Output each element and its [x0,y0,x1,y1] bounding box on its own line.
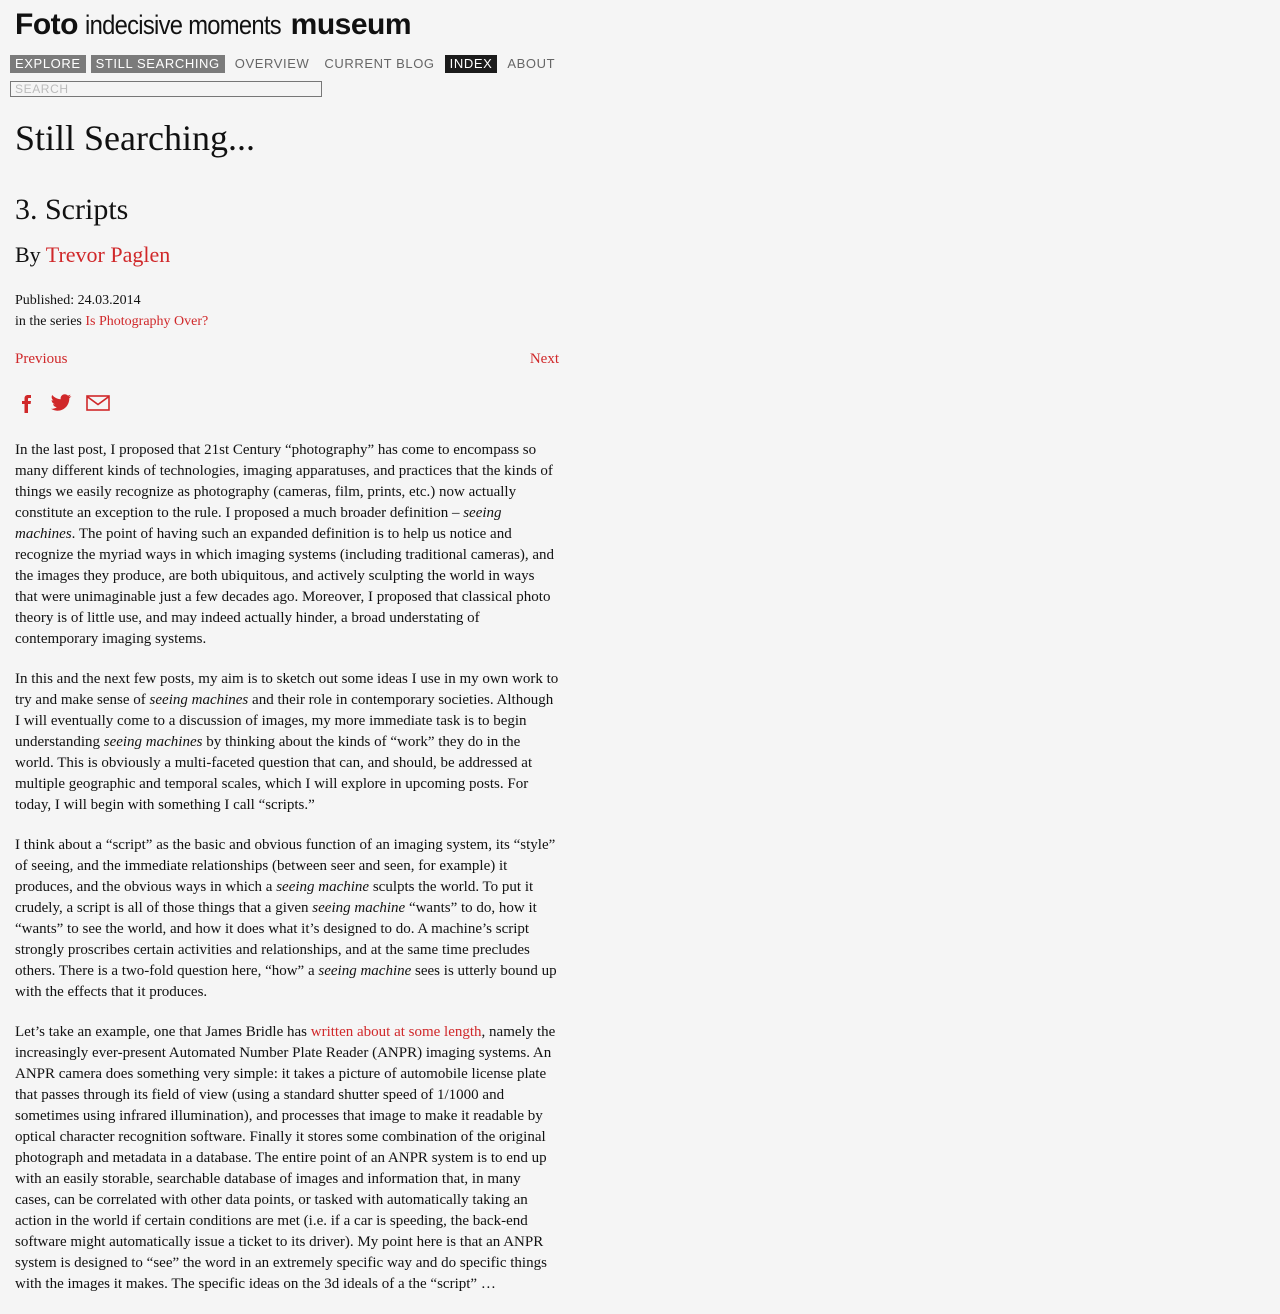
next-link[interactable]: Next [529,351,559,367]
text-run: Let’s take an example, one that James Bridle has [15,1024,311,1040]
bridle-article-link[interactable]: written about at some length [310,1024,482,1040]
published-date: 24.03.2014 [77,293,141,308]
text-run: , namely the increasingly ever-present Automated Number Plate Reader (ANPR) imaging systems. An ANPR camera does something very simple: it takes a picture of automobile license plate that passes through its field of view (using a standard shutter speed of 1/1000 and sometimes using infrared illumination), and processes that image to make it readable by optical character recognition software. Finally it stores some combination of the original photograph and metadata in a database. The entire point of an ANPR system is to end up with an easily storable, searchable database of images and information that, in many cases, can be correlated with other data points, or tasked with automatically taking an action in the world if certain conditions are met (i.e. if a car is speeding, the back-end software might automatically issue a ticket to its driver). My point here is that an ANPR system is designed to “see” the word in an extremely specific way and do specific things with the images it makes. The specific ideas on the 3d ideals of a the “script” … [15,1024,556,1292]
series-line [15,311,208,332]
author-link[interactable]: Trevor Paglen [45,242,171,267]
post-title: 3. Scripts [15,193,129,226]
main-nav [10,55,565,73]
logo-foto: Foto [15,8,78,41]
paragraph-1 [15,440,559,650]
published-line [15,290,208,311]
twitter-icon[interactable] [49,392,73,419]
italic-run: seeing machine [312,900,406,916]
text-run: sees is utterly bound up with the effects that it produces. [15,963,557,1000]
section-title: Still Searching... [15,118,255,158]
italic-run: seeing machine [318,963,412,979]
facebook-icon[interactable] [15,392,37,419]
post-pagination [15,349,559,369]
article [15,114,559,1292]
text-run: “wants” to do, how it “wants” to see the world, and how it does what it’s designed to do. A machine’s script strongly proscribes certain activities and relationships, and at the same time precludes others. There is a two-fold question here, “how” a [15,900,537,979]
series-label: in the series [15,314,82,329]
text-run: I think about a “script” as the basic and obvious function of an imaging system, its “style” of seeing, and the immediate relationships (between seer and seen, for example) it produces, and the obvious ways in which a [15,837,556,895]
nav-still-searching[interactable]: STILL SEARCHING [91,55,225,73]
nav-overview[interactable]: OVERVIEW [234,56,310,71]
nav-explore[interactable]: EXPLORE [10,55,86,73]
nav-about[interactable]: ABOUT [507,56,556,71]
text-run: . The point of having such an expanded definition is to help us notice and recognize the myriad ways in which imaging systems (including traditional cameras), and the images they produce, are both ubiquitous, and actively sculpting the world in ways that were unimaginable just a few decades ago. Moreover, I proposed that classical photo theory is of little use, and may indeed actually hinder, a broad understating of contemporary imaging systems. [15,526,555,647]
article-body [15,440,559,1314]
paragraph-3 [15,835,559,1003]
text-run: sculpts the world. To put it crudely, a script is all of those things that a given [15,879,534,916]
paragraph-4 [15,1022,559,1295]
paragraph-2 [15,669,559,816]
search-input[interactable] [10,81,322,97]
share-bar [15,393,111,417]
post-meta [15,290,208,332]
italic-run: seeing machine [276,879,370,895]
text-run: In the last post, I proposed that 21st Century “photography” has come to encompass so many different kinds of technologies, imaging apparatuses, and practices that the kinds of things we easily recognize as photography (cameras, film, prints, etc.) now actually constitute an exception to the rule. I proposed a much broader definition – [15,442,553,521]
nav-current-blog[interactable]: CURRENT BLOG [324,56,435,71]
published-label: Published: [15,293,75,308]
italic-run: seeing machines [103,734,203,750]
logo-museum: museum [290,8,412,41]
byline [15,242,170,268]
text-run: and their role in contemporary societies. Although I will eventually come to a discussion of images, my more immediate task is to begin understanding [15,692,554,750]
email-icon[interactable] [85,392,111,419]
text-run: In this and the next few posts, my aim is to sketch out some ideas I use in my own work to try and make sense of [15,671,559,708]
italic-run: seeing machines [149,692,249,708]
text-run: by thinking about the kinds of “work” they do in the world. This is obviously a multi-faceted question that can, and should, be addressed at multiple geographic and temporal scales, which I will explore in upcoming posts. For today, I will begin with something I call “scripts.” [15,734,533,813]
italic-run: seeing machines [15,505,502,542]
site-logo[interactable] [15,8,411,42]
logo-tagline: indecisive moments [84,10,281,40]
series-link[interactable]: Is Photography Over? [85,314,209,329]
previous-link[interactable]: Previous [15,351,68,367]
nav-index[interactable]: INDEX [445,55,498,73]
by-label: By [15,242,41,267]
